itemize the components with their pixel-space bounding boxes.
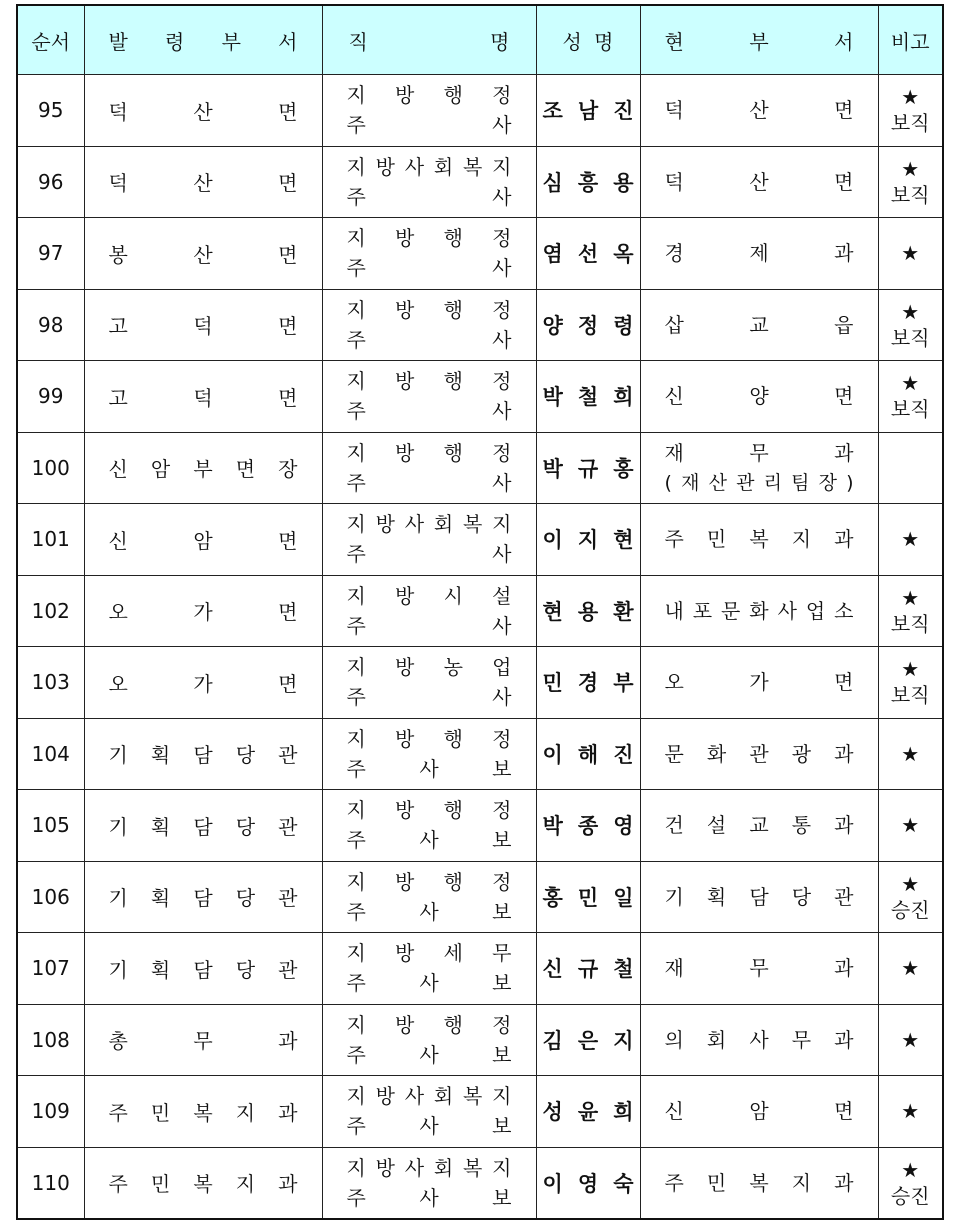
rank-line2: 주 사 보: [346, 971, 512, 996]
table-row: [17, 933, 943, 1005]
rank-line1: 지 방 행 정: [346, 1012, 512, 1037]
cell-no: 104: [17, 718, 84, 790]
rank-line1: 지 방 행 정: [346, 297, 512, 322]
cell-rank: [322, 647, 536, 719]
rank-line1: 지 방 사 회 복 지: [346, 512, 512, 537]
cell-note: [878, 1076, 943, 1148]
current-line1: 덕 산 면: [664, 169, 854, 194]
header-dept: 발 령 부 서: [84, 5, 322, 75]
cell-current: [640, 289, 878, 361]
cell-name: 박 종 영: [536, 790, 640, 862]
cell-dept: 기 획 담 당 관: [84, 790, 322, 862]
star-icon: ★: [901, 741, 920, 766]
cell-note: [878, 432, 943, 504]
rank-line2: 주 사 보: [346, 1114, 512, 1139]
cell-rank: [322, 861, 536, 933]
header-name: 성 명: [536, 5, 640, 75]
rank-line2: 주 사: [346, 470, 512, 495]
cell-no: 95: [17, 75, 84, 147]
cell-current: [640, 1076, 878, 1148]
cell-rank: [322, 218, 536, 290]
cell-no: 110: [17, 1147, 84, 1219]
table-row: [17, 146, 943, 218]
cell-dept: 오 가 면: [84, 647, 322, 719]
cell-name: 신 규 철: [536, 933, 640, 1005]
cell-name: 홍 민 일: [536, 861, 640, 933]
table-row: [17, 289, 943, 361]
current-line1: 의 회 사 무 과: [664, 1027, 854, 1052]
star-icon: ★: [901, 1027, 920, 1052]
star-icon: ★: [901, 956, 920, 981]
table-body: [17, 75, 943, 1220]
cell-name: 이 영 숙: [536, 1147, 640, 1219]
cell-name: 이 해 진: [536, 718, 640, 790]
current-line1: 주 민 복 지 과: [664, 527, 854, 552]
cell-rank: [322, 1076, 536, 1148]
cell-note: [878, 75, 943, 147]
cell-name: 김 은 지: [536, 1004, 640, 1076]
cell-note: [878, 289, 943, 361]
cell-rank: [322, 75, 536, 147]
cell-rank: [322, 1004, 536, 1076]
rank-line1: 지 방 사 회 복 지: [346, 1084, 512, 1109]
rank-line2: 주 사 보: [346, 1185, 512, 1210]
cell-dept: 고 덕 면: [84, 361, 322, 433]
rank-line1: 지 방 행 정: [346, 369, 512, 394]
cell-dept: 신 암 부 면 장: [84, 432, 322, 504]
table-row: [17, 432, 943, 504]
cell-no: 97: [17, 218, 84, 290]
rank-line2: 주 사: [346, 613, 512, 638]
current-line1: 경 제 과: [664, 241, 854, 266]
cell-rank: [322, 1147, 536, 1219]
cell-dept: 주 민 복 지 과: [84, 1147, 322, 1219]
star-icon: ★: [901, 585, 920, 610]
rank-line1: 지 방 세 무: [346, 941, 512, 966]
cell-note: [878, 575, 943, 647]
rank-line2: 주 사: [346, 256, 512, 281]
header-current: 현 부 서: [640, 5, 878, 75]
rank-line2: 주 사 보: [346, 899, 512, 924]
current-line1: 문 화 관 광 과: [664, 741, 854, 766]
remark-text: 보직: [890, 397, 930, 422]
cell-note: [878, 790, 943, 862]
cell-current: [640, 718, 878, 790]
cell-rank: [322, 432, 536, 504]
cell-rank: [322, 361, 536, 433]
star-icon: ★: [901, 85, 920, 110]
rank-line1: 지 방 행 정: [346, 226, 512, 251]
cell-dept: 오 가 면: [84, 575, 322, 647]
cell-name: 염 선 옥: [536, 218, 640, 290]
rank-line1: 지 방 시 설: [346, 583, 512, 608]
rank-line2: 주 사: [346, 184, 512, 209]
star-icon: ★: [901, 527, 920, 552]
cell-note: [878, 933, 943, 1005]
cell-name: 이 지 현: [536, 504, 640, 576]
cell-name: 양 정 령: [536, 289, 640, 361]
cell-no: 96: [17, 146, 84, 218]
cell-note: [878, 647, 943, 719]
cell-dept: 고 덕 면: [84, 289, 322, 361]
cell-no: 99: [17, 361, 84, 433]
table-row: [17, 647, 943, 719]
cell-name: 박 철 희: [536, 361, 640, 433]
current-line1: 재 무 과: [664, 440, 854, 465]
rank-line1: 지 방 행 정: [346, 440, 512, 465]
cell-current: [640, 575, 878, 647]
rank-line2: 주 사: [346, 113, 512, 138]
table-row: [17, 1004, 943, 1076]
cell-name: 현 용 환: [536, 575, 640, 647]
star-icon: ★: [901, 1157, 920, 1182]
cell-note: [878, 218, 943, 290]
rank-line2: 주 사: [346, 327, 512, 352]
star-icon: ★: [901, 156, 920, 181]
current-line1: 내 포 문 화 사 업 소: [664, 598, 854, 623]
cell-note: [878, 718, 943, 790]
cell-rank: [322, 146, 536, 218]
cell-rank: [322, 289, 536, 361]
cell-dept: 주 민 복 지 과: [84, 1076, 322, 1148]
current-line1: 주 민 복 지 과: [664, 1170, 854, 1195]
cell-current: [640, 432, 878, 504]
cell-dept: 총 무 과: [84, 1004, 322, 1076]
cell-current: [640, 146, 878, 218]
rank-line2: 주 사: [346, 542, 512, 567]
header-note: 비고: [878, 5, 943, 75]
table-row: [17, 575, 943, 647]
cell-dept: 신 암 면: [84, 504, 322, 576]
remark-text: 승진: [890, 897, 930, 922]
cell-rank: [322, 575, 536, 647]
current-line2: ( 재 산 관 리 팀 장 ): [664, 471, 854, 494]
table-row: [17, 361, 943, 433]
current-line1: 신 양 면: [664, 384, 854, 409]
rank-line1: 지 방 행 정: [346, 869, 512, 894]
current-line1: 기 획 담 당 관: [664, 884, 854, 909]
cell-name: 성 윤 희: [536, 1076, 640, 1148]
cell-current: [640, 1147, 878, 1219]
header-no: 순서: [17, 5, 84, 75]
cell-dept: 기 획 담 당 관: [84, 933, 322, 1005]
cell-rank: [322, 790, 536, 862]
star-icon: ★: [901, 1099, 920, 1124]
cell-current: [640, 75, 878, 147]
cell-current: [640, 218, 878, 290]
cell-no: 108: [17, 1004, 84, 1076]
remark-text: 보직: [890, 611, 930, 636]
cell-note: [878, 146, 943, 218]
current-line1: 삽 교 읍: [664, 312, 854, 337]
table-row: [17, 504, 943, 576]
rank-line2: 주 사 보: [346, 756, 512, 781]
star-icon: ★: [901, 871, 920, 896]
header-rank: 직 명: [322, 5, 536, 75]
remark-text: 보직: [890, 325, 930, 350]
rank-line2: 주 사: [346, 399, 512, 424]
star-icon: ★: [901, 241, 920, 266]
cell-no: 105: [17, 790, 84, 862]
current-line1: 덕 산 면: [664, 98, 854, 123]
cell-dept: 봉 산 면: [84, 218, 322, 290]
cell-no: 98: [17, 289, 84, 361]
cell-note: [878, 361, 943, 433]
rank-line1: 지 방 농 업: [346, 655, 512, 680]
cell-note: [878, 1147, 943, 1219]
rank-line2: 주 사 보: [346, 1042, 512, 1067]
rank-line2: 주 사 보: [346, 828, 512, 853]
personnel-table: [16, 4, 944, 1220]
cell-note: [878, 1004, 943, 1076]
rank-line1: 지 방 행 정: [346, 83, 512, 108]
star-icon: ★: [901, 371, 920, 396]
cell-no: 109: [17, 1076, 84, 1148]
cell-note: [878, 504, 943, 576]
rank-line1: 지 방 행 정: [346, 726, 512, 751]
cell-current: [640, 1004, 878, 1076]
cell-dept: 기 획 담 당 관: [84, 718, 322, 790]
cell-no: 102: [17, 575, 84, 647]
cell-rank: [322, 933, 536, 1005]
current-line1: 신 암 면: [664, 1099, 854, 1124]
cell-dept: 덕 산 면: [84, 146, 322, 218]
cell-rank: [322, 718, 536, 790]
current-line1: 재 무 과: [664, 956, 854, 981]
cell-current: [640, 790, 878, 862]
cell-name: 박 규 홍: [536, 432, 640, 504]
table-row: [17, 1076, 943, 1148]
table-row: [17, 1147, 943, 1219]
cell-note: [878, 861, 943, 933]
table-row: [17, 718, 943, 790]
cell-current: [640, 861, 878, 933]
cell-no: 106: [17, 861, 84, 933]
cell-no: 103: [17, 647, 84, 719]
remark-text: 보직: [890, 182, 930, 207]
rank-line2: 주 사: [346, 685, 512, 710]
table-row: [17, 75, 943, 147]
current-line1: 건 설 교 통 과: [664, 813, 854, 838]
cell-current: [640, 933, 878, 1005]
cell-name: 심 흥 용: [536, 146, 640, 218]
rank-line1: 지 방 행 정: [346, 798, 512, 823]
table-row: [17, 861, 943, 933]
cell-current: [640, 361, 878, 433]
cell-dept: 덕 산 면: [84, 75, 322, 147]
rank-line1: 지 방 사 회 복 지: [346, 154, 512, 179]
star-icon: ★: [901, 299, 920, 324]
star-icon: ★: [901, 657, 920, 682]
table-row: [17, 790, 943, 862]
cell-no: 100: [17, 432, 84, 504]
remark-text: 보직: [890, 111, 930, 136]
cell-current: [640, 504, 878, 576]
star-icon: ★: [901, 813, 920, 838]
cell-name: 민 경 부: [536, 647, 640, 719]
cell-name: 조 남 진: [536, 75, 640, 147]
cell-no: 107: [17, 933, 84, 1005]
cell-dept: 기 획 담 당 관: [84, 861, 322, 933]
cell-no: 101: [17, 504, 84, 576]
remark-text: 보직: [890, 683, 930, 708]
table-row: [17, 218, 943, 290]
rank-line1: 지 방 사 회 복 지: [346, 1155, 512, 1180]
cell-current: [640, 647, 878, 719]
cell-rank: [322, 504, 536, 576]
remark-text: 승진: [890, 1183, 930, 1208]
current-line1: 오 가 면: [664, 670, 854, 695]
table-header: [17, 5, 943, 75]
